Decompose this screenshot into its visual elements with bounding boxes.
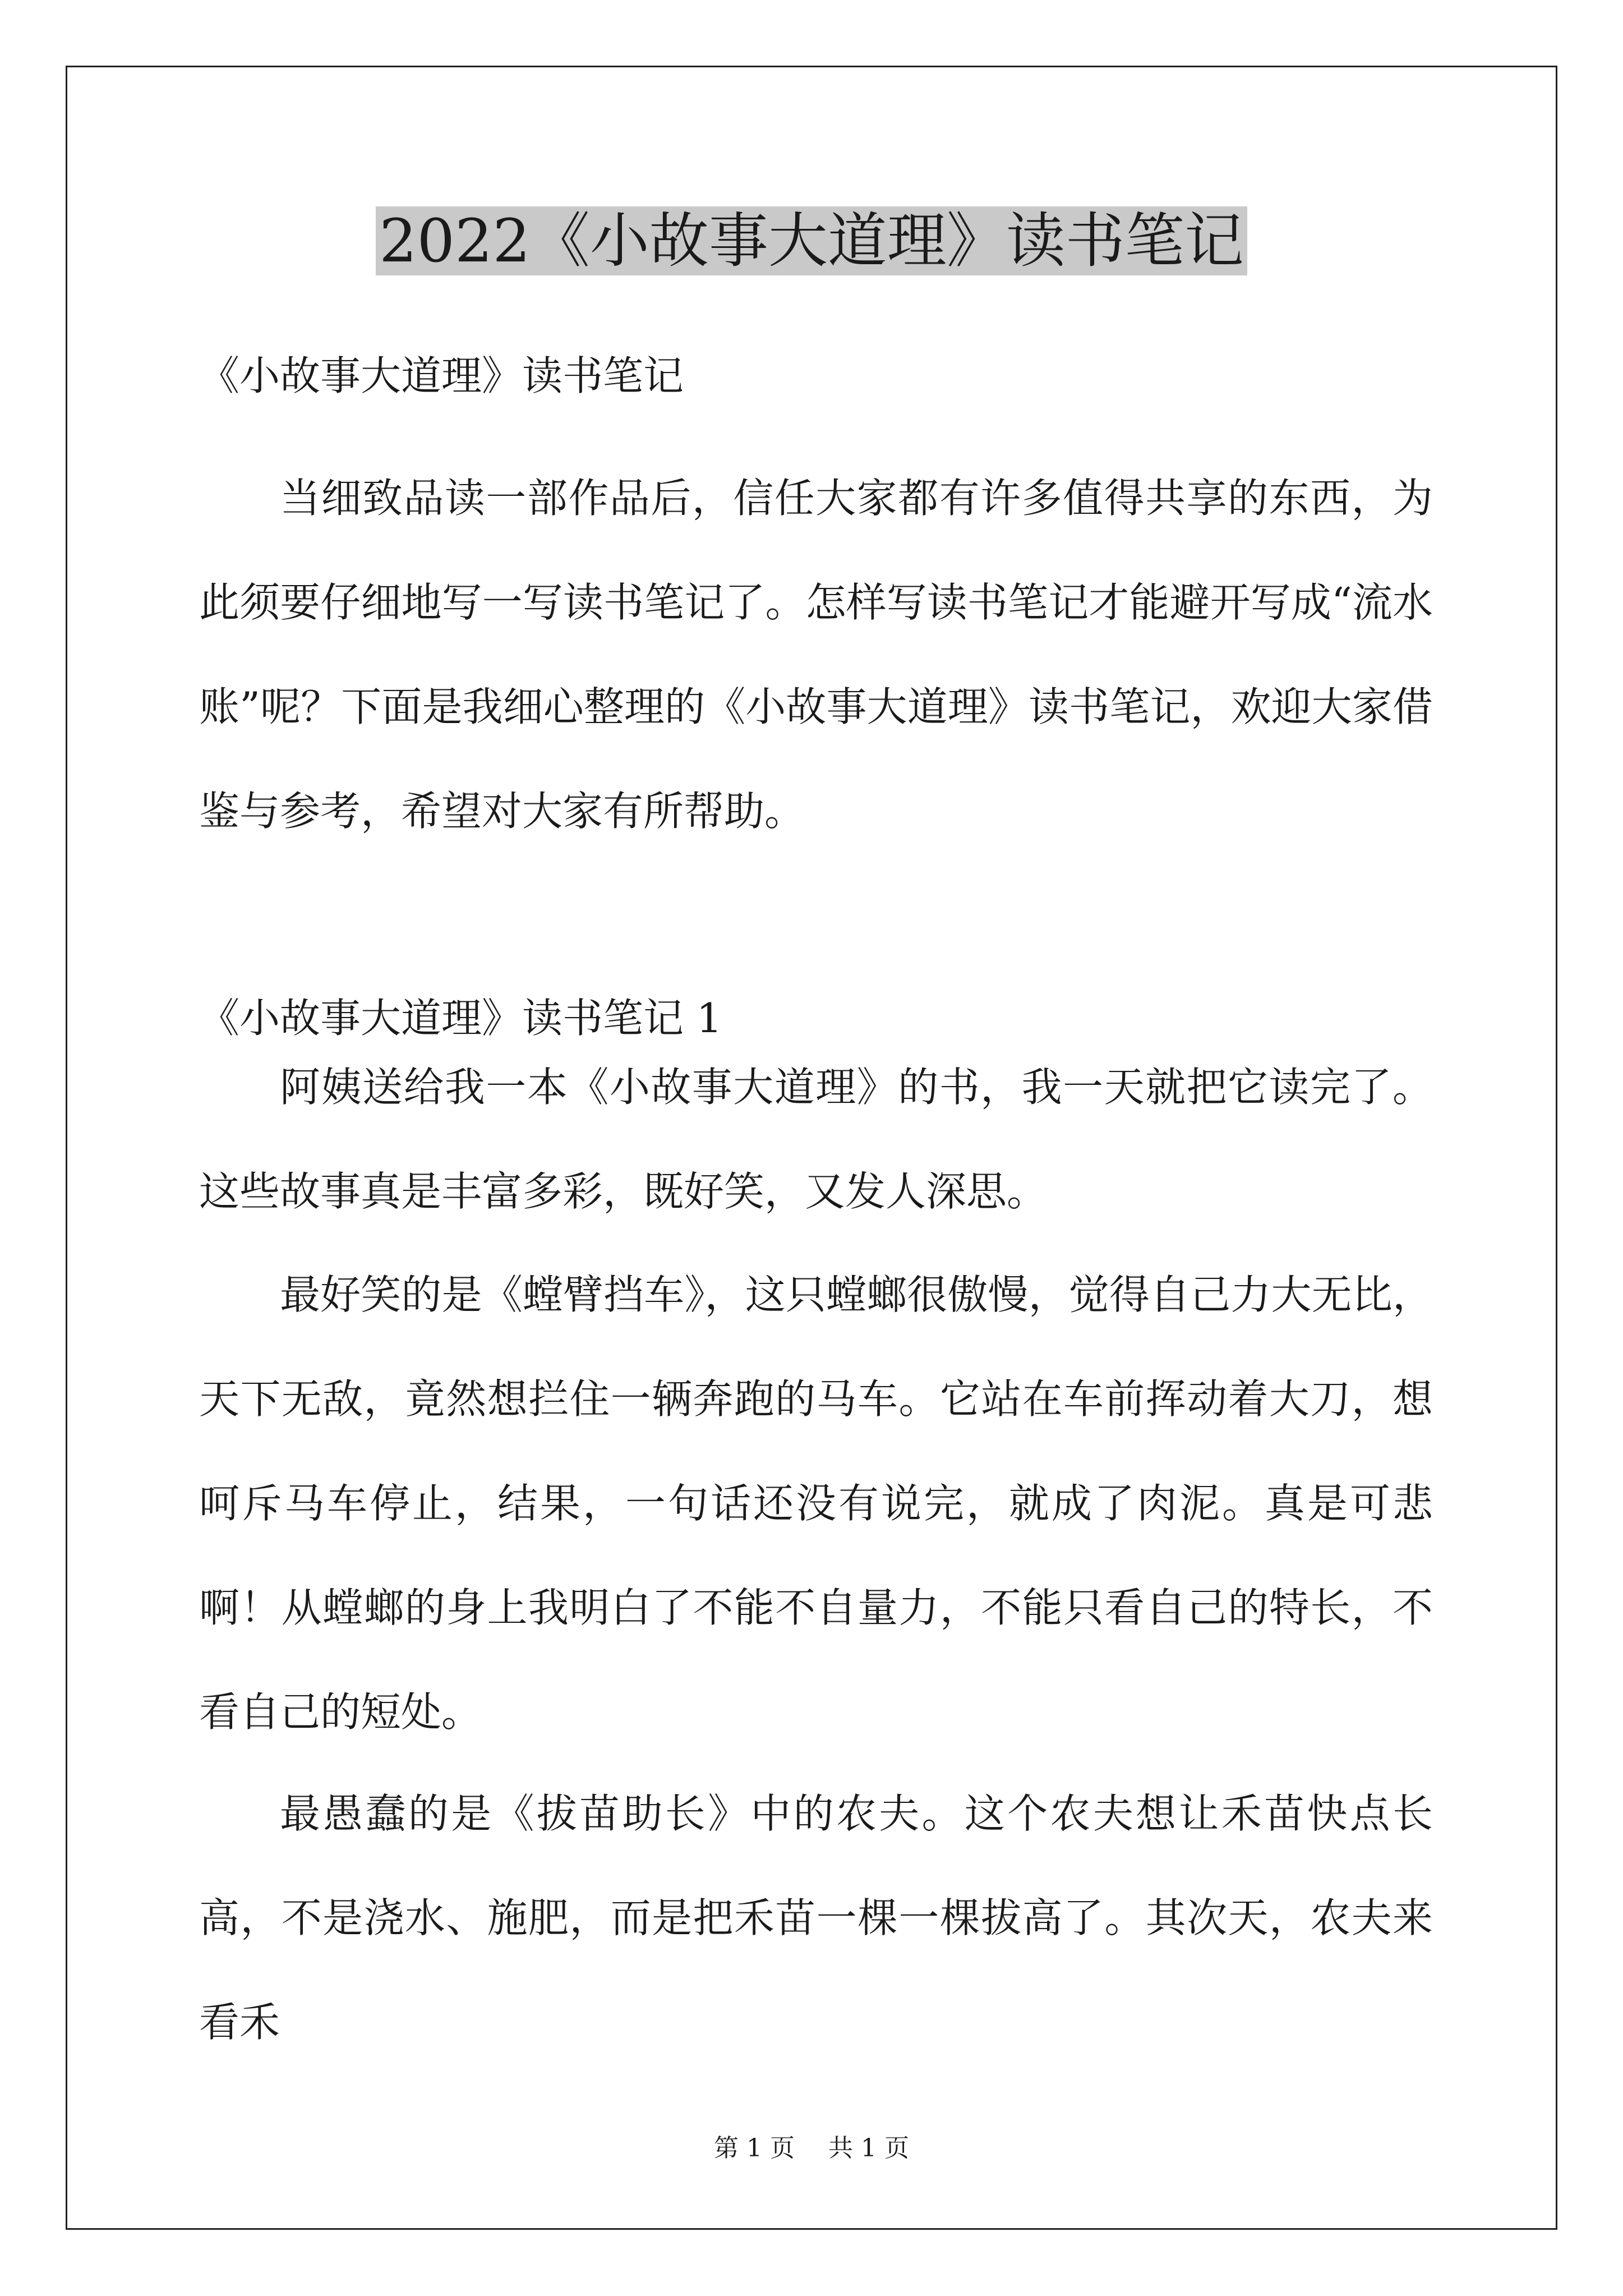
page-footer: [0, 2132, 1623, 2165]
page-number: 第 1 页: [714, 2134, 795, 2162]
page-total: 共 1 页: [828, 2134, 909, 2162]
intro-paragraph: 当细致品读一部作品后，信任大家都有许多值得共享的东西，为此须要仔细地写一写读书笔记了。怎样写读书笔记才能避开写成“流水账”呢？下面是我细心整理的《小故事大道理》读书笔记，欢迎大家借鉴与参考，希望对大家有所帮助。: [199, 475, 1433, 835]
section1-heading: 《小故事大道理》读书笔记 1: [199, 995, 722, 1042]
document-title: 2022《小故事大道理》读书笔记: [0, 199, 1623, 283]
section1-paragraph: 最愚蠢的是《拔苗助长》中的农夫。这个农夫想让禾苗快点长高，不是浇水、施肥，而是把禾苗一棵一棵拔高了。其次天，农夫来看禾: [199, 1790, 1433, 2046]
section1-paragraph: 阿姨送给我一本《小故事大道理》的书，我一天就把它读完了。这些故事真是丰富多彩，既好笑，又发人深思。: [199, 1064, 1433, 1215]
intro-heading: 《小故事大道理》读书笔记: [199, 352, 684, 399]
section1-paragraph: 最好笑的是《螳臂挡车》，这只螳螂很傲慢，觉得自己力大无比，天下无敌，竟然想拦住一辆奔跑的马车。它站在车前挥动着大刀，想呵斥马车停止，结果，一句话还没有说完，就成了肉泥。真是可悲啊！从螳螂的身上我明白了不能不自量力，不能只看自己的特长，不看自己的短处。: [199, 1271, 1433, 1736]
